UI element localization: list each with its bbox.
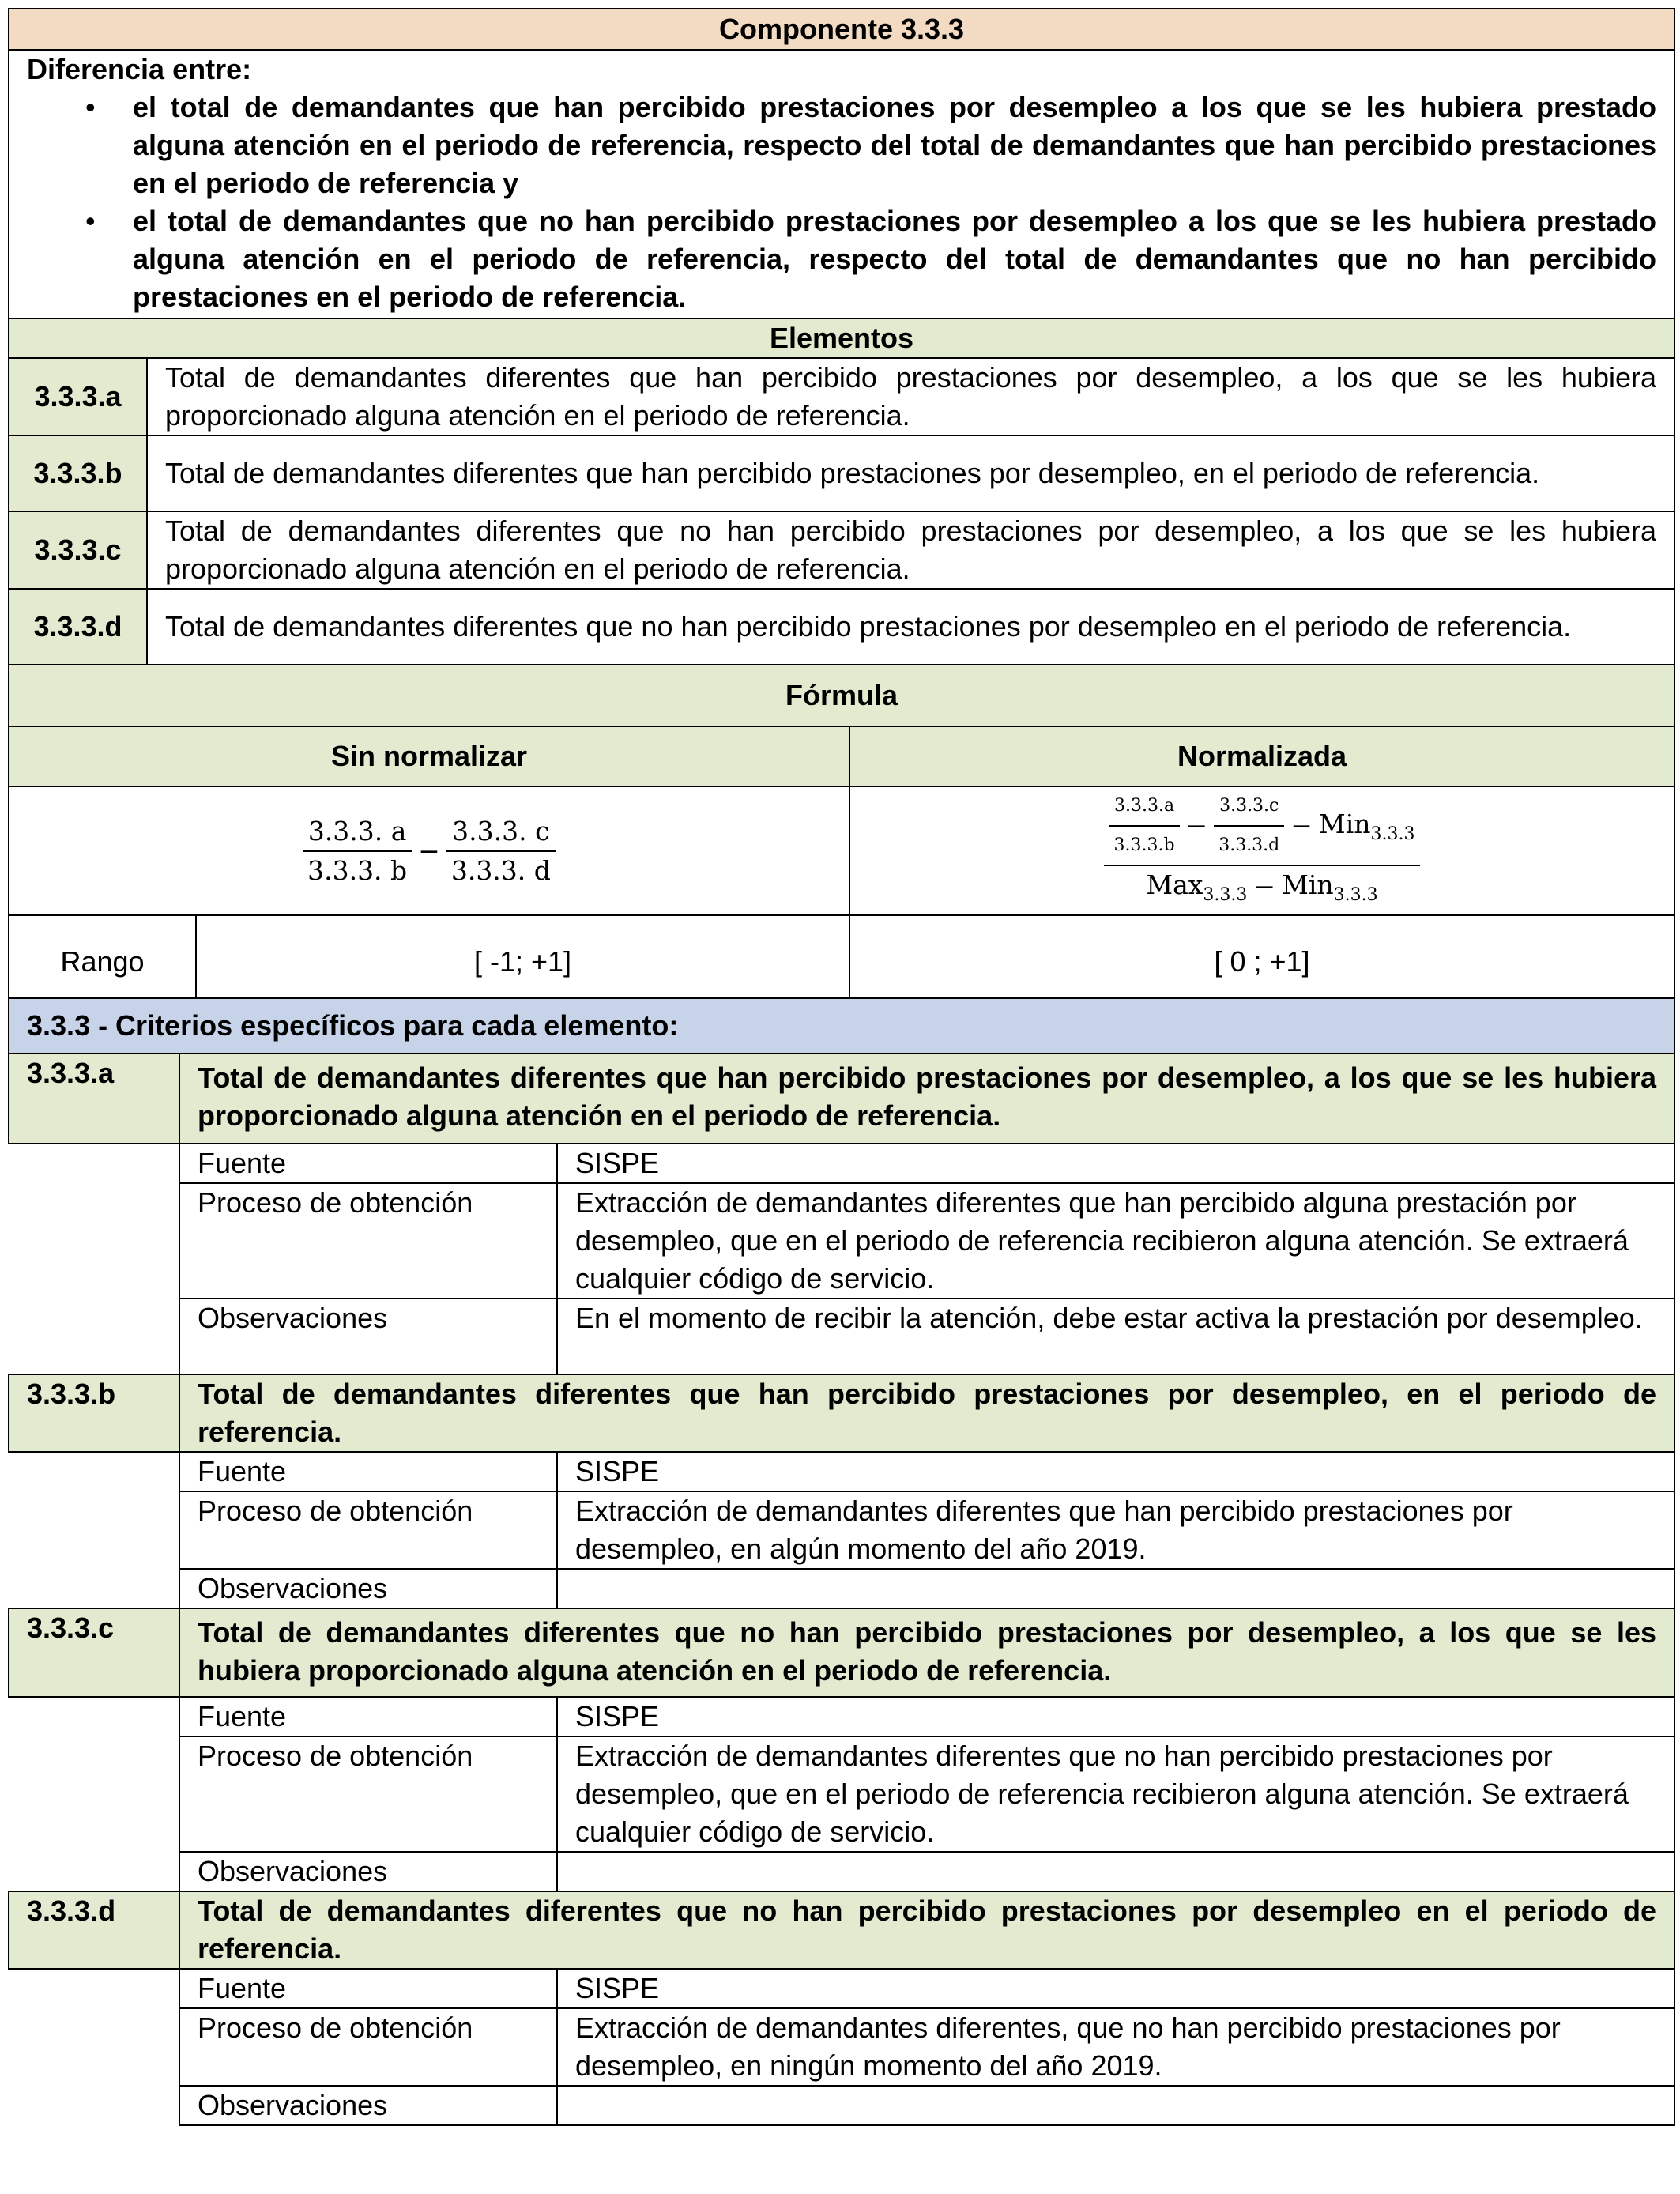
fraction-a-b: $\frac{3.3.3. a}{3.3.3. b}$: [303, 812, 412, 890]
fraction-c-d: $\frac{3.3.3. c}{3.3.3. d}$: [446, 812, 556, 890]
definition-lead: Diferencia entre:: [27, 53, 252, 85]
element-id: 3.3.3.d: [9, 589, 147, 665]
formula-header: Fórmula: [9, 665, 1674, 726]
formula-col-normalized: Normalizada: [849, 726, 1674, 786]
formula-unnormalized: [9, 786, 849, 915]
value-observaciones: [557, 2086, 1674, 2125]
label-fuente: Fuente: [179, 1452, 557, 1491]
component-table: [8, 8, 1675, 1009]
criteria-item-title: Total de demandantes diferentes que han percibido prestaciones por desempleo, en el periodo de referencia.: [179, 1374, 1674, 1452]
label-observaciones: Observaciones: [179, 1569, 557, 1608]
value-fuente: SISPE: [557, 1969, 1674, 2008]
bullet-icon: •: [85, 91, 96, 123]
range-normalized: [ 0 ; +1]: [849, 915, 1674, 1008]
value-observaciones: [557, 1569, 1674, 1608]
criteria-item-title: Total de demandantes diferentes que no han percibido prestaciones por desempleo, a los que se les hubiera proporcionado alguna atención en el periodo de referencia.: [179, 1608, 1674, 1697]
label-proceso: Proceso de obtención: [179, 2008, 557, 2086]
criteria-item-id: 3.3.3.d: [9, 1891, 179, 1969]
formula-col-unnormalized: Sin normalizar: [9, 726, 849, 786]
value-proceso: Extracción de demandantes diferentes, que no han percibido prestaciones por desempleo, en ningún momento del año 2019.: [557, 2008, 1674, 2086]
element-id: 3.3.3.a: [9, 358, 147, 435]
normalized-fraction: $\frac{3.3.3.a}{3.3.3.b}$ − $\frac{3.3.3.c}{3.3.3.d}$ − Min$_{3.3.3}$ Max$_{3.3.3}$ − Min$_{3.3.3}$: [1104, 787, 1419, 914]
element-id: 3.3.3.b: [9, 435, 147, 511]
element-id: 3.3.3.c: [9, 511, 147, 589]
definition-bullets: [9, 89, 1656, 316]
range-unnormalized: [ -1; +1]: [196, 915, 849, 1008]
label-observaciones: Observaciones: [179, 1299, 557, 1374]
criteria-item-id: 3.3.3.c: [9, 1608, 179, 1697]
value-proceso: Extracción de demandantes diferentes que no han percibido prestaciones por desempleo, que en el periodo de referencia recibieron alguna atención. Se extraerá cualquier código de servicio.: [557, 1736, 1674, 1852]
criteria-header: 3.3.3 - Criterios específicos para cada elemento:: [9, 998, 1674, 1054]
value-fuente: SISPE: [557, 1697, 1674, 1736]
label-observaciones: Observaciones: [179, 1852, 557, 1891]
formula-normalized: [849, 786, 1674, 915]
elements-header: Elementos: [9, 319, 1674, 358]
value-proceso: Extracción de demandantes diferentes que han percibido prestaciones por desempleo, en algún momento del año 2019.: [557, 1491, 1674, 1569]
label-fuente: Fuente: [179, 1144, 557, 1183]
element-text: Total de demandantes diferentes que han percibido prestaciones por desempleo, a los que se les hubiera proporcionado alguna atención en el periodo de referencia.: [147, 358, 1674, 435]
criteria-item-id: 3.3.3.a: [9, 1054, 179, 1144]
value-fuente: SISPE: [557, 1452, 1674, 1491]
range-label: Rango: [9, 915, 196, 1008]
definition-bullet-1: • el total de demandantes que han percibido prestaciones por desempleo a los que se les hubiera prestado alguna atención en el periodo de referencia, respecto del total de demandantes que han percibido prestaciones en el periodo de referencia y: [9, 89, 1656, 202]
label-proceso: Proceso de obtención: [179, 1491, 557, 1569]
criteria-item-title: Total de demandantes diferentes que no han percibido prestaciones por desempleo en el periodo de referencia.: [179, 1891, 1674, 1969]
value-fuente: SISPE: [557, 1144, 1674, 1183]
value-observaciones: [557, 1852, 1674, 1891]
component-definition: [9, 50, 1674, 319]
label-proceso: Proceso de obtención: [179, 1183, 557, 1299]
element-text: Total de demandantes diferentes que no han percibido prestaciones por desempleo en el periodo de referencia.: [147, 589, 1674, 665]
label-proceso: Proceso de obtención: [179, 1736, 557, 1852]
criteria-table: [8, 997, 1675, 2126]
label-fuente: Fuente: [179, 1969, 557, 2008]
criteria-item-title: Total de demandantes diferentes que han percibido prestaciones por desempleo, a los que se les hubiera proporcionado alguna atención en el periodo de referencia.: [179, 1054, 1674, 1144]
bullet-icon: •: [85, 205, 96, 237]
element-text: Total de demandantes diferentes que no han percibido prestaciones por desempleo, a los que se les hubiera proporcionado alguna atención en el periodo de referencia.: [147, 511, 1674, 589]
component-title: Componente 3.3.3: [9, 9, 1674, 50]
label-fuente: Fuente: [179, 1697, 557, 1736]
element-text: Total de demandantes diferentes que han percibido prestaciones por desempleo, en el periodo de referencia.: [147, 435, 1674, 511]
value-proceso: Extracción de demandantes diferentes que han percibido alguna prestación por desempleo, que en el periodo de referencia recibieron alguna atención. Se extraerá cualquier código de servicio.: [557, 1183, 1674, 1299]
criteria-item-id: 3.3.3.b: [9, 1374, 179, 1452]
definition-bullet-2: • el total de demandantes que no han percibido prestaciones por desempleo a los que se les hubiera prestado alguna atención en el periodo de referencia, respecto del total de demandantes que no han percibido prestaciones en el periodo de referencia.: [9, 202, 1656, 316]
value-observaciones: En el momento de recibir la atención, debe estar activa la prestación por desempleo.: [557, 1299, 1674, 1374]
minus-sign: −: [418, 835, 440, 866]
label-observaciones: Observaciones: [179, 2086, 557, 2125]
